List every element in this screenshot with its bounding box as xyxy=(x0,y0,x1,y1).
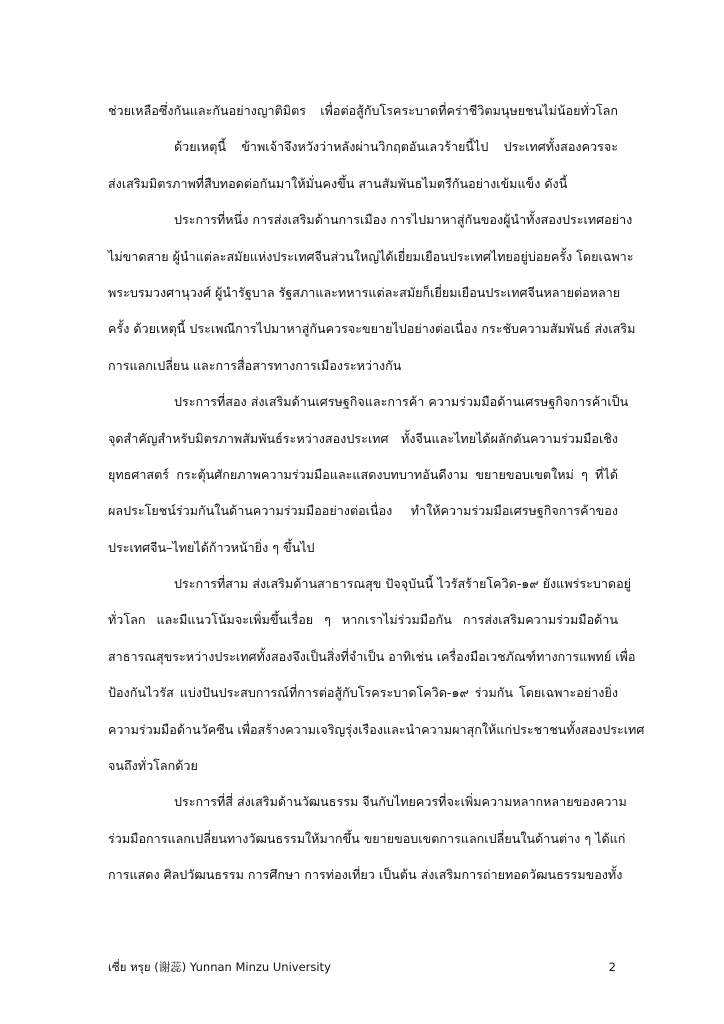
text-line: ประเทศจีน–ไทยได้ก้าวหน้ายิ่ง ๆ ขึ้นไป xyxy=(108,539,315,555)
text-line: สาธารณสุขระหว่างประเทศทั้งสองจึงเป็นสิ่งที่จำเป็น อาทิเช่น เครื่องมือเวชภัณฑ์ทางการแพทย์ เพื่อ xyxy=(108,648,636,664)
text-line: ส่งเสริมมิตรภาพที่สืบทอดต่อกันมาให้มั่นคงขึ้น สานสัมพันธไมตรีกันอย่างเข้มแข็ง ดังนี้ xyxy=(108,175,568,191)
text-line: ช่วยเหลือซึ่งกันและกันอย่างญาติมิตร เพื่อต่อสู้กับโรคระบาดที่คร่าชีวิตมนุษยชนไม่น้อยทั่วโลก xyxy=(108,103,618,118)
text-line: ครั้ง ด้วยเหตุนี้ ประเพณีการไปมาหาสู่กันควรจะขยายไปอย่างต่อเนื่อง กระชับความสัมพันธ์ ส่งเสริม xyxy=(108,321,636,337)
body-text xyxy=(108,93,645,894)
text-line: จนถึงทั่วโลกด้วย xyxy=(108,758,198,774)
text-line: พระบรมวงศานุวงศ์ ผู้นำรัฐบาล รัฐสภาและทหารแต่ละสมัยก็เยี่ยมเยือนประเทศจีนหลายต่อหลาย xyxy=(108,284,621,300)
paragraph-first-line: ประการที่สอง ส่งเสริมด้านเศรษฐกิจและการค้า ความร่วมมือด้านเศรษฐกิจการค้าเป็น xyxy=(174,394,629,410)
text-line: ป้องกันไวรัส แบ่งปันประสบการณ์ที่การต่อสู้กับโรคระบาดโควิด-๑๙ ร่วมกัน โดยเฉพาะอย่างยิ่ง xyxy=(108,685,618,701)
paragraph-first-line: ประการที่สี่ ส่งเสริมด้านวัฒนธรรม จีนกับไทยควรที่จะเพิ่มความหลากหลายของความ xyxy=(174,794,627,810)
page-number: 2 xyxy=(608,960,616,974)
text-line: การแสดง ศิลปวัฒนธรรม การศึกษา การท่องเที่ยว เป็นต้น ส่งเสริมการถ่ายทอดวัฒนธรรมของทั้ง xyxy=(108,867,623,883)
text-line: ผลประโยชน์ร่วมกันในด้านความร่วมมืออย่างต่อเนื่อง ทำให้ความร่วมมือเศรษฐกิจการค้าของ xyxy=(108,503,618,519)
text-line: ความร่วมมือด้านวัคซีน เพื่อสร้างความเจริญรุ่งเรืองและนำความผาสุกให้แก่ประชาชนทั้งสองประเทศ xyxy=(108,721,645,737)
text-line: ร่วมมือการแลกเปลี่ยนทางวัฒนธรรมให้มากขึ้น ขยายขอบเขตการแลกเปลี่ยนในด้านต่าง ๆ ได้แก่ xyxy=(108,830,626,846)
paragraph-first-line: ประการที่หนึ่ง การส่งเสริมด้านการเมือง การไปมาหาสู่กันของผู้นำทั้งสองประเทศอย่าง xyxy=(174,212,633,228)
text-line: การแลกเปลี่ยน และการสื่อสารทางการเมืองระหว่างกัน xyxy=(108,357,402,373)
text-line: ยุทธศาสตร์ กระตุ้นศักยภาพความร่วมมือและแสดงบทบาทอันดีงาม ขยายขอบเขตใหม่ ๆ ที่ได้ xyxy=(108,466,618,482)
footer-author: เซี่ย หรุย (谢蕊) Yunnan Minzu University xyxy=(108,960,331,974)
text-line: จุดสำคัญสำหรับมิตรภาพสัมพันธ์ระหว่างสองประเทศ ทั้งจีนและไทยได้ผลักดันความร่วมมือเชิง xyxy=(108,430,618,446)
page-footer xyxy=(108,956,618,978)
paragraph-first-line: ประการที่สาม ส่งเสริมด้านสาธารณสุข ปัจจุบันนี้ ไวรัสร้ายโควิด-๑๙ ยังแพร่ระบาดอยู่ xyxy=(174,576,632,592)
text-line: ไม่ขาดสาย ผู้นำแต่ละสมัยแห่งประเทศจีนส่วนใหญ่ได้เยี่ยมเยือนประเทศไทยอยู่บ่อยครั้ง โดยเฉพาะ xyxy=(108,248,634,264)
text-line: ทั่วโลก และมีแนวโน้มจะเพิ่มขึ้นเรื่อย ๆ หากเราไม่ร่วมมือกัน การส่งเสริมความร่วมมือด้าน xyxy=(108,612,618,628)
paragraph-first-line: ด้วยเหตุนี้ ข้าพเจ้าจึงหวังว่าหลังผ่านวิกฤตอันเลวร้ายนี้ไป ประเทศทั้งสองควรจะ xyxy=(174,139,618,155)
